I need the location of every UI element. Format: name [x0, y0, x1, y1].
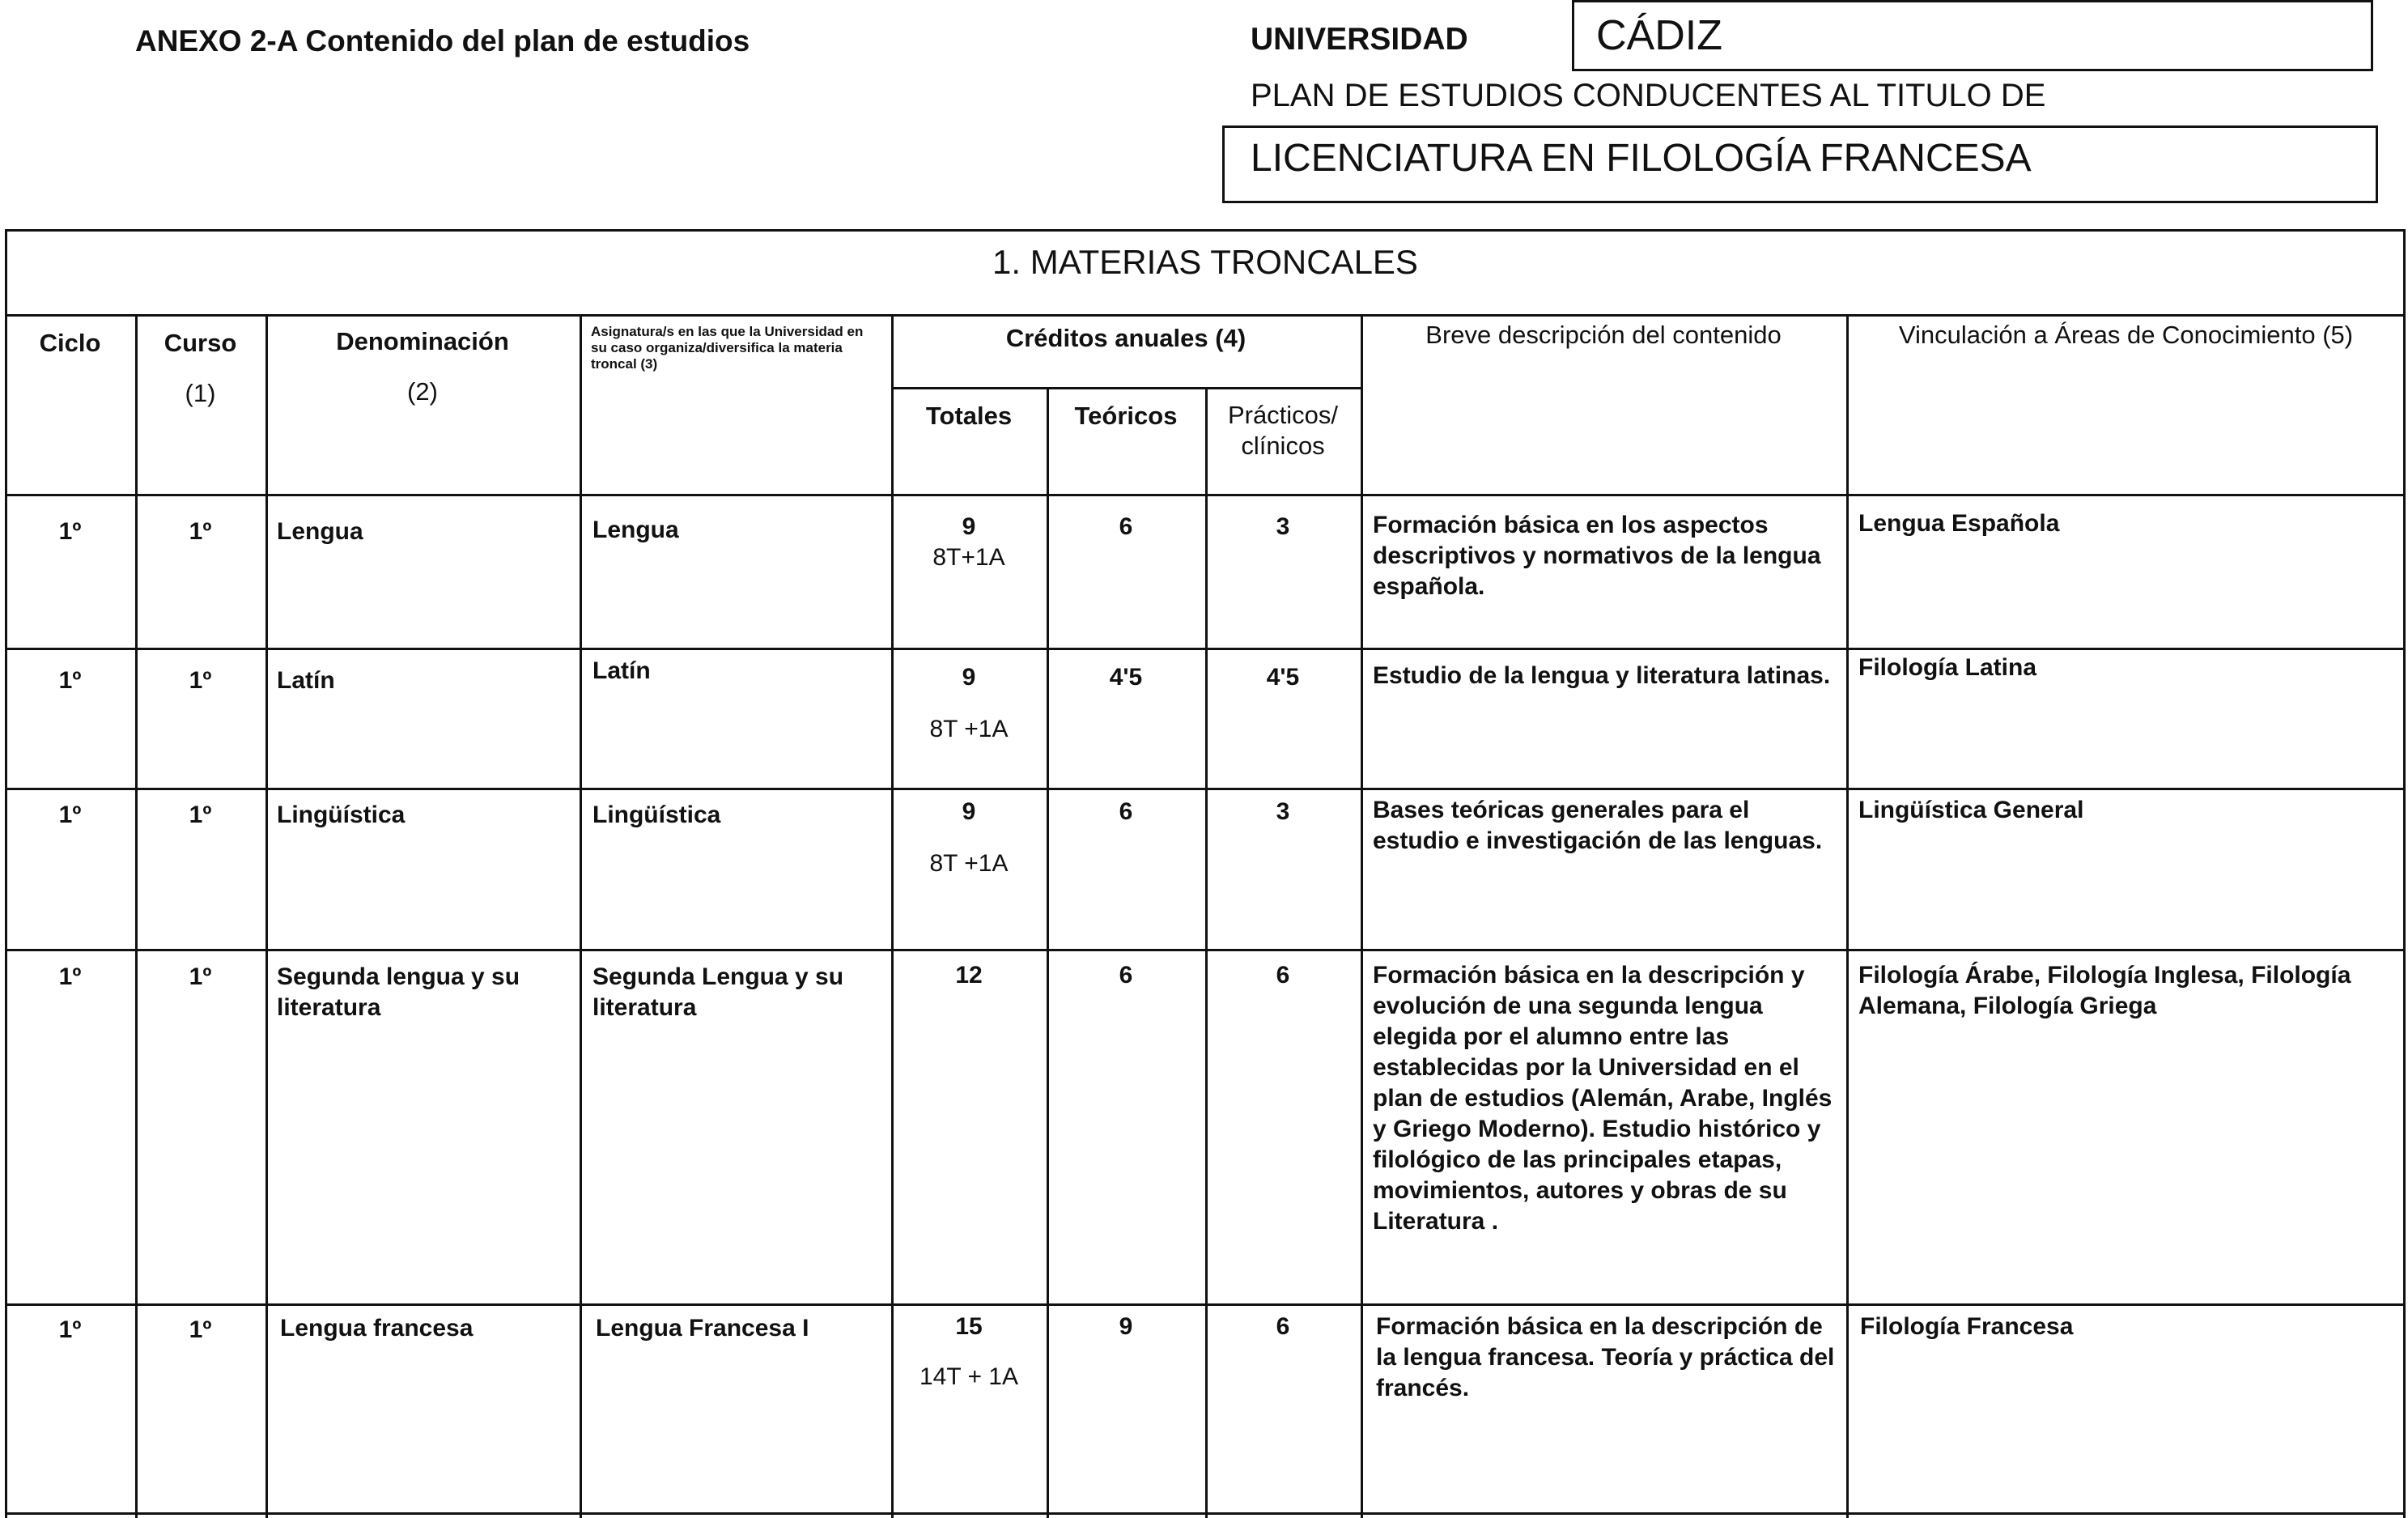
row1-denominacion: Lengua — [277, 518, 363, 545]
divider — [265, 314, 268, 1518]
row5-totales: 15 — [955, 1313, 983, 1340]
degree-value: LICENCIATURA EN FILOLOGÍA FRANCESA — [1251, 137, 2032, 180]
divider — [1846, 314, 1849, 1518]
row4-denominacion: Segunda lengua y su literatura — [277, 963, 520, 1021]
row5-denominacion: Lengua francesa — [280, 1315, 474, 1342]
row1-vinculacion: Lengua Española — [1858, 510, 2060, 537]
divider — [5, 314, 2406, 317]
row5-teoricos: 9 — [1119, 1313, 1133, 1340]
row5-practicos: 6 — [1276, 1313, 1290, 1340]
row3-ciclo: 1º — [58, 802, 82, 828]
plan-label: PLAN DE ESTUDIOS CONDUCENTES AL TITULO DE — [1251, 78, 2046, 113]
row4-asignatura: Segunda Lengua y su literatura — [592, 963, 844, 1021]
row3-practicos: 3 — [1276, 798, 1290, 825]
annex-title: ANEXO 2-A Contenido del plan de estudios — [135, 24, 750, 57]
row1-ciclo: 1º — [58, 518, 82, 545]
col-header-ciclo: Ciclo — [39, 329, 101, 357]
university-value: CÁDIZ — [1596, 12, 1722, 59]
row3-totales-sub: 8T +1A — [929, 850, 1009, 877]
row5-ciclo: 1º — [58, 1316, 82, 1343]
row4-practicos: 6 — [1276, 962, 1290, 989]
row3-descripcion: Bases teóricas generales para el estudio e investigación de las lenguas. — [1373, 797, 1823, 854]
row2-ciclo: 1º — [58, 667, 82, 694]
section-title: 1. MATERIAS TRONCALES — [992, 243, 1418, 281]
divider — [891, 387, 1361, 389]
divider — [1361, 314, 1363, 1518]
row1-practicos: 3 — [1276, 513, 1290, 540]
row2-denominacion: Latín — [277, 667, 335, 694]
row2-practicos: 4'5 — [1266, 664, 1300, 691]
row3-asignatura: Lingüística — [592, 802, 721, 828]
divider — [580, 314, 582, 1518]
row3-totales: 9 — [962, 798, 976, 825]
row3-teoricos: 6 — [1119, 798, 1133, 825]
col-header-denominacion: Denominación — [336, 327, 509, 355]
divider — [1205, 387, 1208, 1518]
col-header-creditos: Créditos anuales (4) — [1005, 324, 1246, 352]
row1-curso: 1º — [189, 518, 212, 545]
row5-totales-sub: 14T + 1A — [919, 1363, 1019, 1390]
col-header-curso: Curso — [164, 329, 237, 357]
row1-totales-sub: 8T+1A — [932, 544, 1005, 571]
row1-teoricos: 6 — [1119, 513, 1133, 540]
university-label: UNIVERSIDAD — [1251, 22, 1468, 57]
row5-vinculacion: Filología Francesa — [1860, 1313, 2074, 1340]
col-header-descripcion: Breve descripción del contenido — [1425, 321, 1782, 349]
row3-curso: 1º — [189, 802, 212, 828]
row1-asignatura: Lengua — [592, 517, 679, 543]
row2-vinculacion: Filología Latina — [1858, 654, 2037, 681]
row3-denominacion: Lingüística — [277, 802, 406, 828]
row2-totales-sub: 8T +1A — [929, 716, 1009, 742]
col-header-teoricos: Teóricos — [1074, 402, 1178, 430]
row2-teoricos: 4'5 — [1109, 664, 1143, 691]
row2-curso: 1º — [189, 667, 212, 694]
row4-totales: 12 — [955, 962, 983, 989]
col-header-practicos: Prácticos/ clínicos — [1227, 401, 1339, 460]
col-header-vinculacion: Vinculación a Áreas de Conocimiento (5) — [1898, 321, 2354, 349]
row4-teoricos: 6 — [1119, 962, 1133, 989]
row4-curso: 1º — [189, 963, 212, 990]
row1-totales: 9 — [962, 513, 976, 540]
row3-vinculacion: Lingüística General — [1858, 797, 2084, 823]
row5-descripcion: Formación básica en la descripción de la lengua francesa. Teoría y práctica del francés. — [1376, 1313, 1835, 1401]
row2-asignatura: Latín — [592, 657, 651, 684]
divider — [1047, 387, 1049, 1518]
row2-descripcion: Estudio de la lengua y literatura latinas. — [1373, 662, 1831, 689]
row2-totales: 9 — [962, 664, 976, 691]
row5-asignatura: Lengua Francesa I — [596, 1315, 809, 1342]
row4-descripcion: Formación básica en la descripción y evolución de una segunda lengua elegida por el alumno entre las establecidas por la Universidad en el plan de estudios (Alemán, Arabe, Inglés y Griego Moderno). Estudio histórico y filológico de las principales etapas, movimientos, autores y obras de su Literatura . — [1373, 962, 1833, 1235]
row4-vinculacion: Filología Árabe, Filología Inglesa, Filología Alemana, Filología Griega — [1858, 962, 2351, 1019]
row4-ciclo: 1º — [58, 963, 82, 990]
col-header-denominacion-note: (2) — [407, 377, 438, 406]
row1-descripcion: Formación básica en los aspectos descriptivos y normativos de la lengua española. — [1373, 512, 1821, 600]
col-header-asignatura: Asignatura/s en las que la Universidad en su caso organiza/diversifica la materia troncal (3) — [591, 324, 864, 372]
row5-curso: 1º — [189, 1316, 212, 1343]
col-header-totales: Totales — [925, 402, 1013, 430]
col-header-curso-note: (1) — [185, 379, 216, 407]
